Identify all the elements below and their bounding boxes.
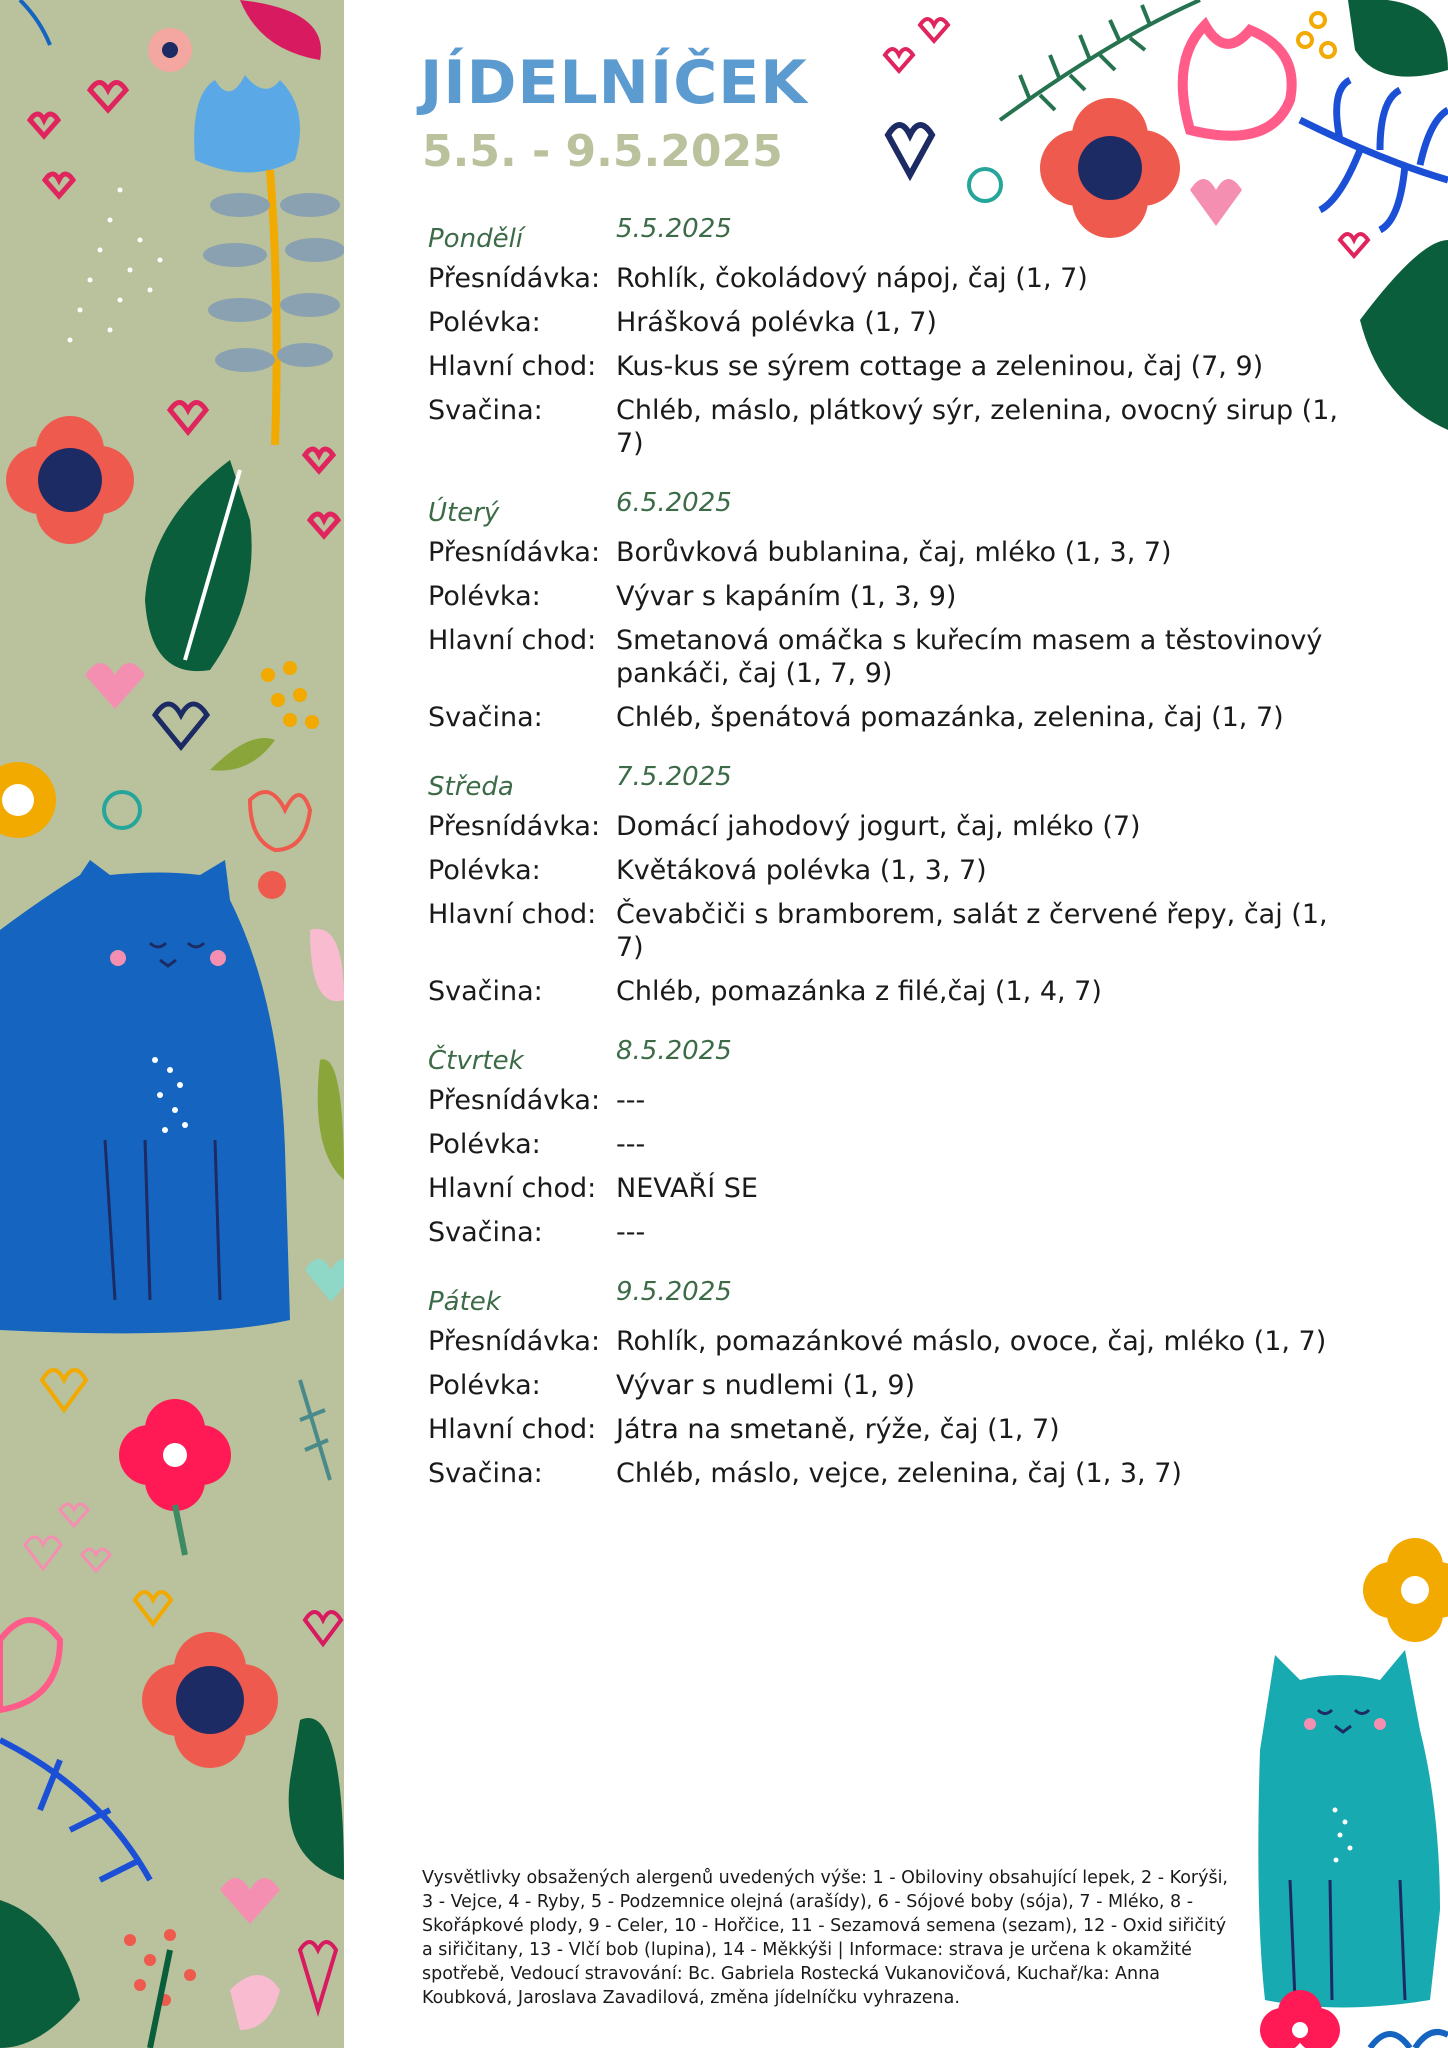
meal-label: Polévka: xyxy=(428,307,541,338)
decorative-side-strip xyxy=(0,0,344,2048)
meal-label: Polévka: xyxy=(428,581,541,612)
meal-label: Hlavní chod: xyxy=(428,1173,597,1204)
meal-row xyxy=(428,1325,1358,1358)
meal-row xyxy=(428,262,1358,295)
meal-text: Játra na smetaně, rýže, čaj (1, 7) xyxy=(616,1414,1060,1445)
meal-text: Čevabčiči s bramborem, salát z červené řepy, čaj (1, 7) xyxy=(616,899,1328,963)
meal-row xyxy=(428,898,1358,964)
meal-label: Svačina: xyxy=(428,1217,543,1248)
meal-label: Hlavní chod: xyxy=(428,1414,597,1445)
meal-text: Domácí jahodový jogurt, čaj, mléko (7) xyxy=(616,811,1141,842)
heart-icon xyxy=(305,1612,341,1644)
meal-label: Polévka: xyxy=(428,855,541,886)
meal-label: Svačina: xyxy=(428,1458,543,1489)
meal-row xyxy=(428,1216,1358,1249)
flower-icon xyxy=(119,1399,231,1555)
meal-text: Hrášková polévka (1, 7) xyxy=(616,307,937,338)
day-name: Čtvrtek xyxy=(428,1046,524,1076)
decorative-cat-bottom xyxy=(1240,1530,1448,2048)
heart-icon xyxy=(155,704,207,747)
meal-text: --- xyxy=(616,1085,646,1116)
meal-row xyxy=(428,1084,1358,1117)
meal-text: --- xyxy=(616,1217,646,1248)
meal-row xyxy=(428,394,1358,460)
meal-text: Chléb, špenátová pomazánka, zelenina, čaj (1, 7) xyxy=(616,702,1284,733)
page-title: JÍDELNÍČEK xyxy=(420,48,808,118)
meal-row xyxy=(428,854,1358,887)
leaf-icon xyxy=(240,0,321,60)
flower-icon xyxy=(148,28,192,72)
day-name: Pondělí xyxy=(428,224,524,254)
meal-row xyxy=(428,536,1358,569)
meal-label: Přesnídávka: xyxy=(428,263,601,294)
meal-text: Rohlík, čokoládový nápoj, čaj (1, 7) xyxy=(616,263,1088,294)
meal-row xyxy=(428,306,1358,339)
flower-icon xyxy=(6,416,134,544)
cat-icon xyxy=(0,860,290,1333)
flower-icon xyxy=(1363,1538,1448,1642)
meal-label: Hlavní chod: xyxy=(428,899,597,930)
cat-icon xyxy=(1258,1650,1440,2008)
meal-row xyxy=(428,350,1358,383)
meal-label: Polévka: xyxy=(428,1129,541,1160)
day-name: Pátek xyxy=(428,1287,501,1317)
meal-text: Borůvková bublanina, čaj, mléko (1, 3, 7) xyxy=(616,537,1172,568)
meal-text: Květáková polévka (1, 3, 7) xyxy=(616,855,987,886)
week-range: 5.5. - 9.5.2025 xyxy=(422,126,783,177)
meal-label: Svačina: xyxy=(428,976,543,1007)
heart-icon xyxy=(135,1592,171,1624)
day-date: 6.5.2025 xyxy=(616,488,732,518)
day-tuesday xyxy=(428,486,1358,734)
heart-icon xyxy=(42,1370,86,1410)
day-friday xyxy=(428,1275,1358,1490)
meal-row xyxy=(428,1128,1358,1161)
meal-label: Přesnídávka: xyxy=(428,1326,601,1357)
meal-label: Přesnídávka: xyxy=(428,811,601,842)
tulip-icon xyxy=(194,75,344,445)
meal-text: Smetanová omáčka s kuřecím masem a těstovinový pankáči, čaj (1, 7, 9) xyxy=(616,625,1323,689)
day-date: 7.5.2025 xyxy=(616,762,732,792)
meal-text: Chléb, pomazánka z filé,čaj (1, 4, 7) xyxy=(616,976,1102,1007)
heart-icon xyxy=(85,663,145,709)
meal-text: Vývar s kapáním (1, 3, 9) xyxy=(616,581,957,612)
leaf-icon xyxy=(145,460,252,671)
meal-text: Kus-kus se sýrem cottage a zeleninou, čaj (7, 9) xyxy=(616,351,1264,382)
day-date: 5.5.2025 xyxy=(616,214,732,244)
leaf-icon xyxy=(1300,80,1448,230)
heart-icon xyxy=(305,1259,344,1302)
day-monday xyxy=(428,212,1358,460)
meal-row xyxy=(428,1369,1358,1402)
day-date: 8.5.2025 xyxy=(616,1036,732,1066)
meal-row xyxy=(428,1172,1358,1205)
day-name: Středa xyxy=(428,772,514,802)
heart-icon xyxy=(920,19,948,41)
meal-row xyxy=(428,975,1358,1008)
meal-text: Chléb, máslo, vejce, zelenina, čaj (1, 3, 7) xyxy=(616,1458,1182,1489)
day-name: Úterý xyxy=(428,498,500,528)
flower-icon xyxy=(0,762,56,838)
heart-icon xyxy=(888,125,932,175)
weekly-menu xyxy=(428,212,1358,1516)
allergen-footnote: Vysvětlivky obsažených alergenů uvedených výše: 1 - Obiloviny obsahující lepek, 2 - Korýši, 3 - Vejce, 4 - Ryby, 5 - Podzemnice olejná (arašídy), 6 - Sójové boby (sója), 7 - Mléko, 8 - Skořápkové plody, 9 - Celer, 10 - Hořčice, 11 - Sezamová semena (sezam), 12 - Oxid siřičitý a siřičitany, 13 - Vlčí bob (lupina), 14 - Měkkýši | Informace: strava je určena k okamžité spotřebě, Vedoucí stravování: Bc. Gabriela Rostecká Vukanovičová, Kuchař/ka: Anna Koubková, Jaroslava Zavadilová, změna jídelníčku vyhrazena. xyxy=(422,1868,1228,2008)
meal-text: Vývar s nudlemi (1, 9) xyxy=(616,1370,916,1401)
meal-text: Chléb, máslo, plátkový sýr, zelenina, ovocný sirup (1, 7) xyxy=(616,395,1338,459)
heart-icon xyxy=(220,1878,280,1924)
meal-row xyxy=(428,580,1358,613)
day-date: 9.5.2025 xyxy=(616,1277,732,1307)
meal-text: NEVAŘÍ SE xyxy=(616,1173,758,1204)
tulip-icon xyxy=(1183,25,1292,136)
meal-label: Přesnídávka: xyxy=(428,537,601,568)
heart-icon xyxy=(885,49,913,71)
meal-label: Svačina: xyxy=(428,702,543,733)
meal-row xyxy=(428,1457,1358,1490)
meal-row xyxy=(428,701,1358,734)
meal-label: Svačina: xyxy=(428,395,543,426)
meal-label: Polévka: xyxy=(428,1370,541,1401)
meal-row xyxy=(428,1413,1358,1446)
meal-text: --- xyxy=(616,1129,646,1160)
meal-row xyxy=(428,810,1358,843)
flower-icon xyxy=(142,1632,278,1768)
day-wednesday xyxy=(428,760,1358,1008)
meal-text: Rohlík, pomazánkové máslo, ovoce, čaj, mléko (1, 7) xyxy=(616,1326,1327,1357)
meal-label: Hlavní chod: xyxy=(428,625,597,656)
day-thursday xyxy=(428,1034,1358,1249)
meal-row xyxy=(428,624,1358,690)
meal-label: Přesnídávka: xyxy=(428,1085,601,1116)
meal-label: Hlavní chod: xyxy=(428,351,597,382)
